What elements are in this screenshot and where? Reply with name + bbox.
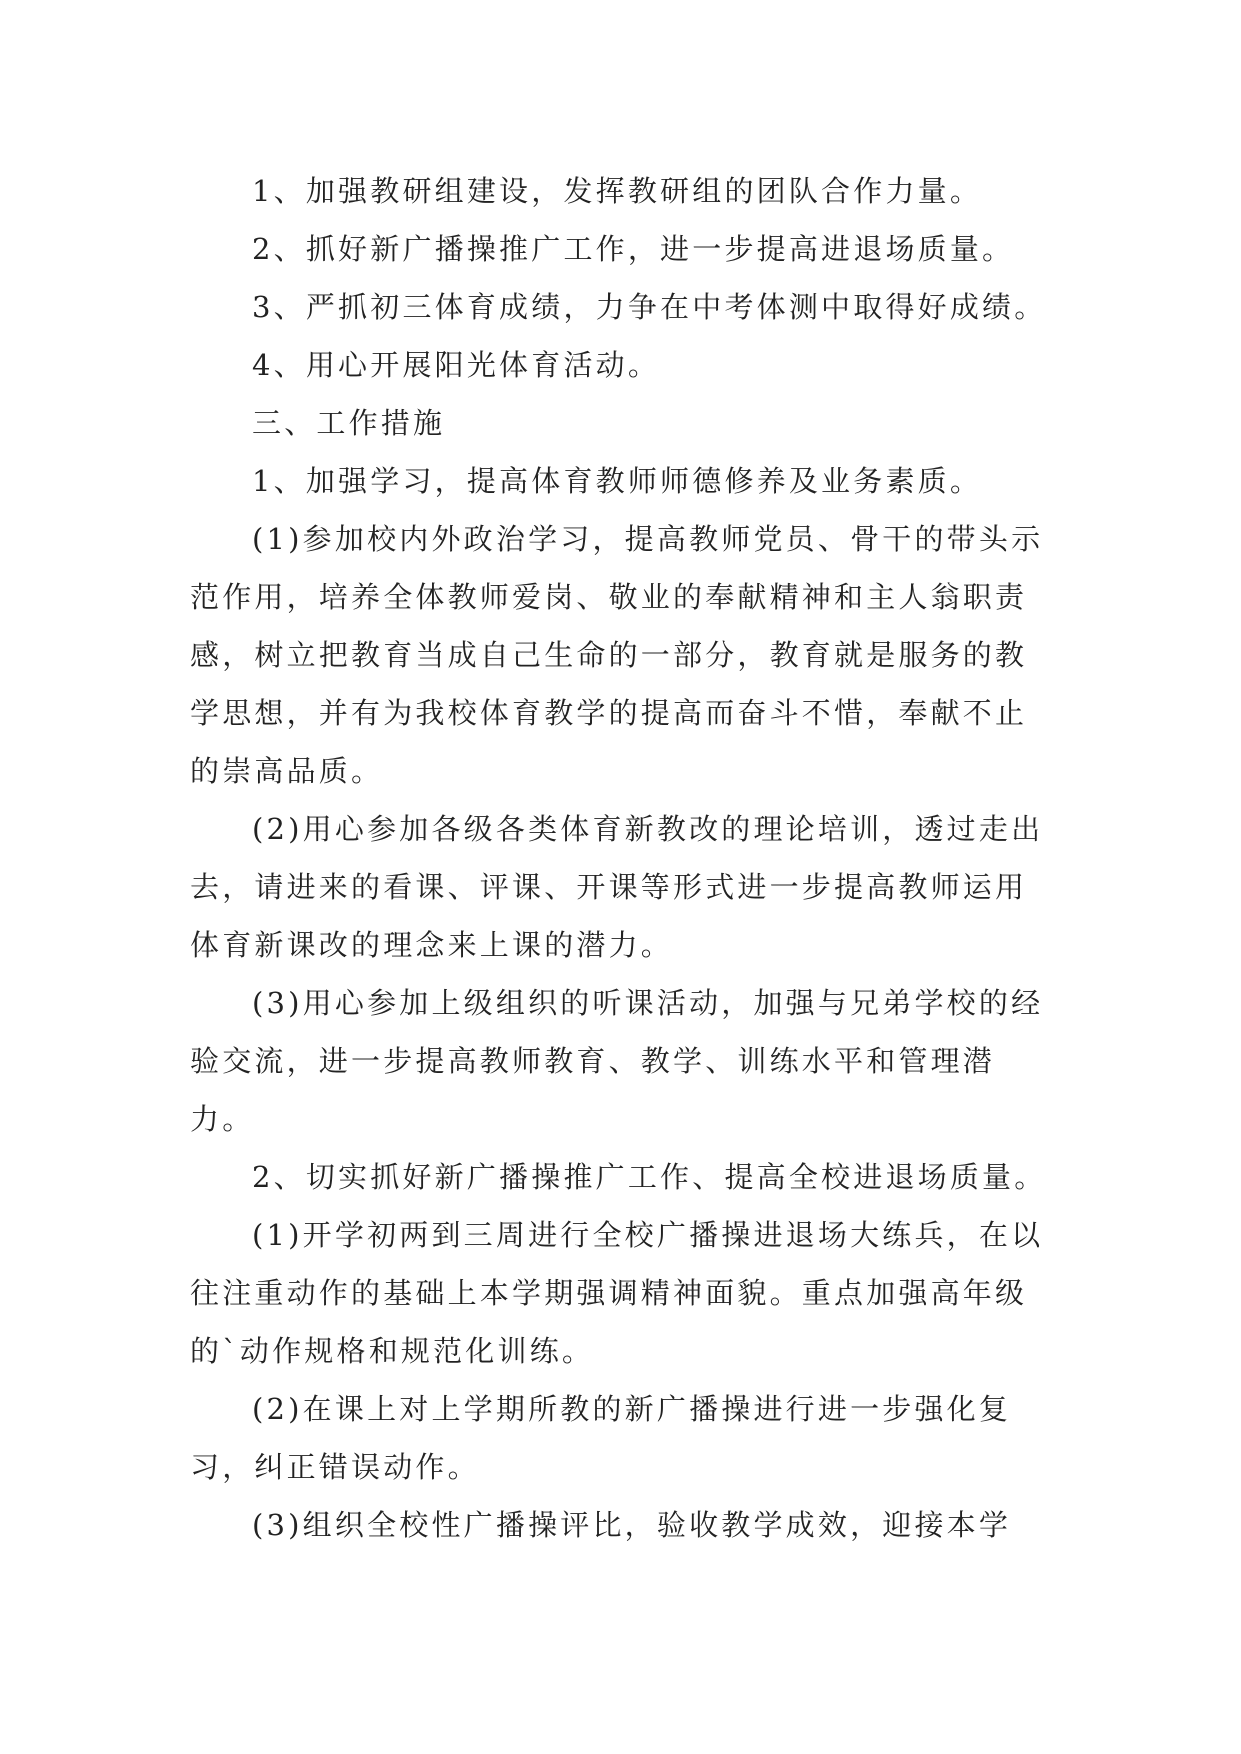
paragraph-measure-1: 1、加强学习，提高体育教师师德修养及业务素质。 [252, 464, 983, 498]
paragraph-goal-3: 3、严抓初三体育成绩，力争在中考体测中取得好成绩。 [252, 290, 1047, 324]
paragraph-goal-2: 2、抓好新广播操推广工作，进一步提高进退场质量。 [252, 232, 1015, 266]
paragraph-measure-1-item-3: (3)用心参加上级组织的听课活动，加强与兄弟学校的经验交流，进一步提高教师教育、教学、训练水平和管理潜力。 [190, 986, 1044, 1136]
paragraph-measure-1-item-1: (1)参加校内外政治学习，提高教师党员、骨干的带头示范作用，培养全体教师爱岗、敬业的奉献精神和主人翁职责感，树立把教育当成自己生命的一部分，教育就是服务的教学思想，并有为我校体育教学的提高而奋斗不惜，奉献不止的崇高品质。 [190, 522, 1044, 788]
paragraph-measure-2: 2、切实抓好新广播操推广工作、提高全校进退场质量。 [252, 1160, 1047, 1194]
paragraph-measure-2-item-2: (2)在课上对上学期所教的新广播操进行进一步强化复习，纠正错误动作。 [190, 1392, 1012, 1484]
document-body [190, 162, 1050, 1554]
paragraph-measure-2-item-1: (1)开学初两到三周进行全校广播操进退场大练兵，在以往注重动作的基础上本学期强调精神面貌。重点加强高年级的`动作规格和规范化训练。 [190, 1218, 1044, 1368]
section-heading-measures: 三、工作措施 [252, 406, 446, 440]
paragraph-measure-1-item-2: (2)用心参加各级各类体育新教改的理论培训，透过走出去，请进来的看课、评课、开课等形式进一步提高教师运用体育新课改的理念来上课的潜力。 [190, 812, 1044, 962]
paragraph-goal-1: 1、加强教研组建设，发挥教研组的团队合作力量。 [252, 174, 983, 208]
paragraph-goal-4: 4、用心开展阳光体育活动。 [252, 348, 661, 382]
paragraph-measure-2-item-3: (3)组织全校性广播操评比，验收教学成效，迎接本学 [252, 1508, 1012, 1542]
